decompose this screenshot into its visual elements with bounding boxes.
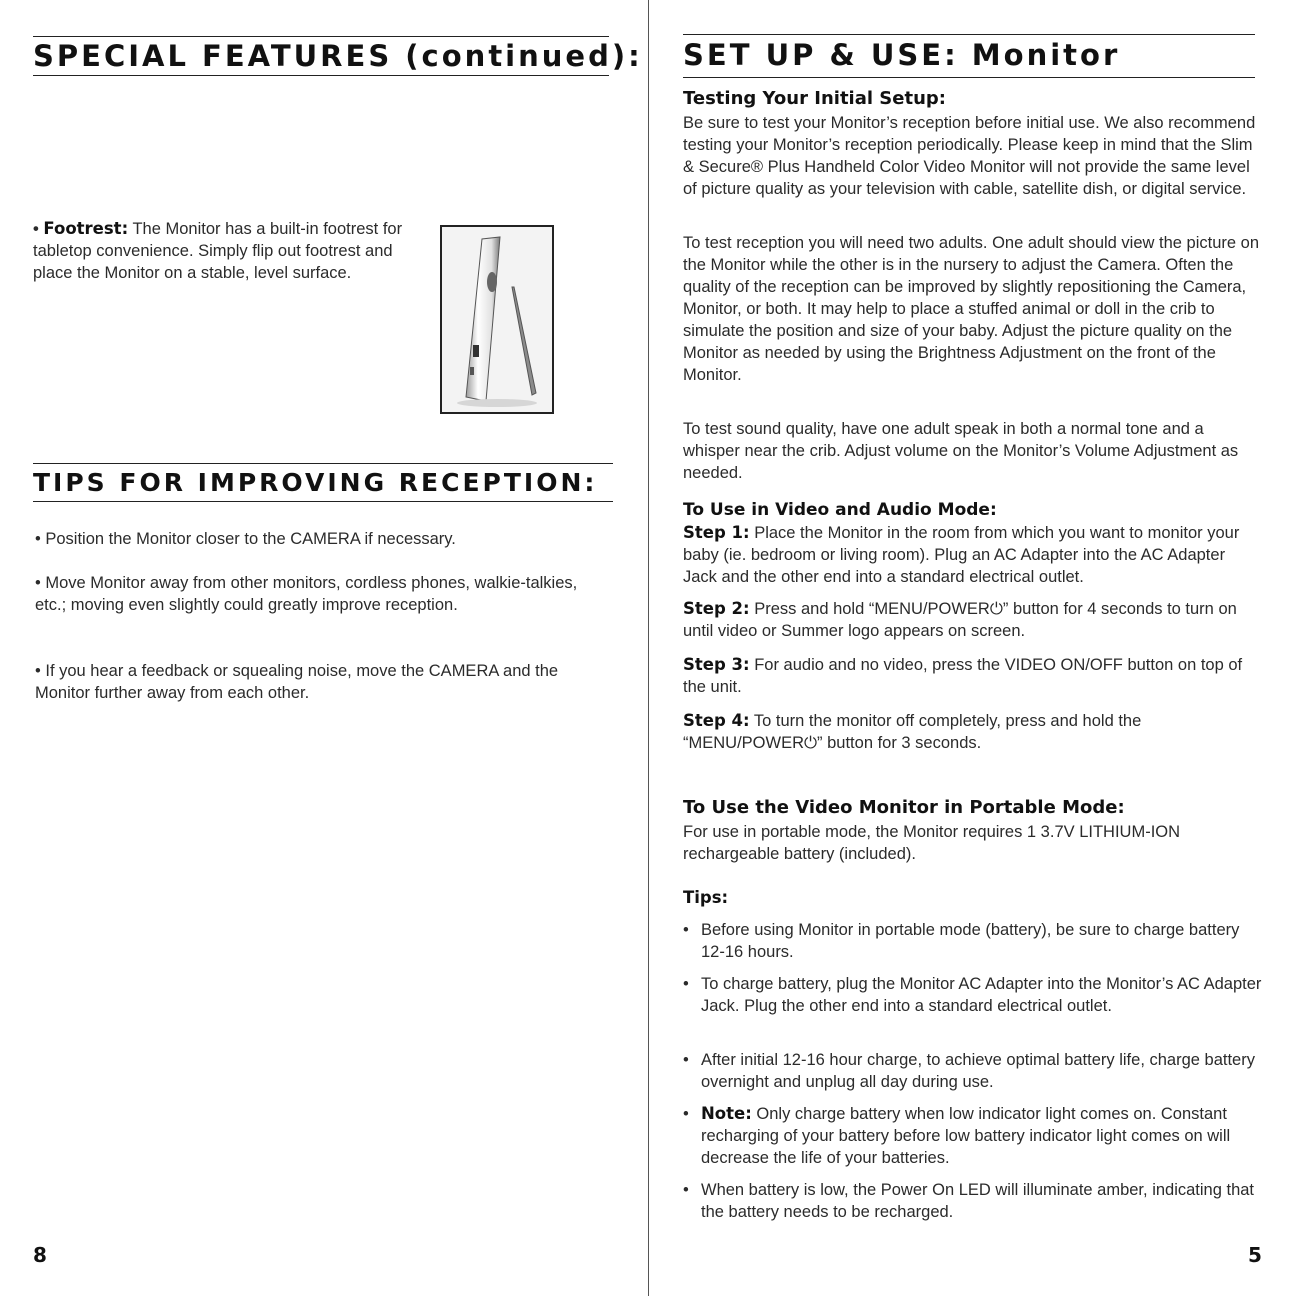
- special-features-heading: SPECIAL FEATURES (continued):: [33, 39, 609, 76]
- battery-tip-1: [683, 919, 1263, 963]
- tip-3: • If you hear a feedback or squealing noise, move the CAMERA and the Monitor further away from each other.: [35, 662, 559, 702]
- portable-heading: To Use the Video Monitor in Portable Mode:: [683, 797, 1125, 818]
- tips-reception-heading: TIPS FOR IMPROVING RECEPTION:: [33, 467, 613, 502]
- right-page: [650, 0, 1296, 1296]
- tip-1: • Position the Monitor closer to the CAMERA if necessary.: [35, 530, 456, 548]
- footrest-text: The Monitor has a built-in footrest for tabletop convenience. Simply flip out footrest and place the Monitor on a stable, level surface.: [33, 220, 403, 282]
- battery-tip-2: [683, 973, 1263, 1017]
- step-4-text: To turn the monitor off completely, press and hold the “MENU/POWER⏻” button for 3 seconds.: [683, 712, 1142, 752]
- tips-label: [683, 887, 728, 909]
- step-1-label: Step 1:: [683, 523, 750, 542]
- step-3: [683, 654, 1263, 698]
- bullet-dot: •: [683, 975, 689, 993]
- footrest-bullet: •: [33, 220, 39, 238]
- step-3-label: Step 3:: [683, 655, 750, 674]
- tips-heading-top-rule: [33, 463, 613, 464]
- monitor-footrest-figure: [440, 225, 554, 414]
- tip-text: When battery is low, the Power On LED will illuminate amber, indicating that the battery needs to be recharged.: [701, 1181, 1255, 1221]
- step-2-text: Press and hold “MENU/POWER⏻” button for 4 seconds to turn on until video or Summer logo appears on screen.: [683, 600, 1237, 640]
- step-2: [683, 598, 1263, 642]
- tip-text: To charge battery, plug the Monitor AC Adapter into the Monitor’s AC Adapter Jack. Plug the other end into a standard electrical outlet.: [701, 975, 1262, 1015]
- monitor-on-footrest-photo-icon: [442, 227, 552, 412]
- step-4: [683, 710, 1263, 754]
- heading-top-rule: [33, 36, 609, 37]
- testing-paragraph-1: Be sure to test your Monitor’s reception before initial use. We also recommend testing your Monitor’s reception periodically. Please keep in mind that the Slim & Secure® Plus Handheld Color Video Monitor will not provide the same level of picture quality as your television with cable, satellite dish, or digital service.: [683, 114, 1256, 198]
- battery-tip-5: [683, 1179, 1263, 1223]
- tip-text: After initial 12-16 hour charge, to achieve optimal battery life, charge battery overnight and unplug all day during use.: [701, 1051, 1255, 1091]
- testing-paragraph-2: To test reception you will need two adults. One adult should view the picture on the Monitor while the other is in the nursery to adjust the Camera. Often the quality of the reception can be improved by slightly repositioning the Camera, Monitor, or both. It may help to place a stuffed animal or doll in the crib to simulate the position and size of your baby. Adjust the picture quality on the Monitor as needed by using the Brightness Adjustment on the front of the Monitor.: [683, 234, 1260, 384]
- step-1-text: Place the Monitor in the room from which you want to monitor your baby (ie. bedroom or living room). Plug an AC Adapter into the AC Adapter Jack and the other end into a standard electrical outlet.: [683, 524, 1240, 586]
- setup-use-heading: SET UP & USE: Monitor: [683, 38, 1255, 78]
- footrest-feature: [33, 218, 428, 284]
- tips-label-text: Tips:: [683, 888, 729, 907]
- tip-text: Only charge battery when low indicator light comes on. Constant recharging of your battery before low battery indicator light comes on will decrease the life of your batteries.: [701, 1105, 1231, 1167]
- step-3-text: For audio and no video, press the VIDEO ON/OFF button on top of the unit.: [683, 656, 1243, 696]
- step-1: [683, 522, 1263, 588]
- setup-heading-top-rule: [683, 34, 1255, 35]
- battery-tip-4: [683, 1103, 1263, 1169]
- bullet-dot: •: [683, 1181, 689, 1199]
- page-divider: [648, 0, 649, 1296]
- tip-label: Note:: [701, 1104, 752, 1123]
- tip-text: Before using Monitor in portable mode (battery), be sure to charge battery 12-16 hours.: [701, 921, 1240, 961]
- step-4-label: Step 4:: [683, 711, 750, 730]
- step-2-label: Step 2:: [683, 599, 750, 618]
- page-number-left: 8: [33, 1243, 47, 1267]
- page-number-right: 5: [1248, 1243, 1262, 1267]
- video-audio-heading: To Use in Video and Audio Mode:: [683, 500, 997, 520]
- bullet-dot: •: [683, 1051, 689, 1069]
- footrest-label: Footrest:: [43, 219, 129, 238]
- tip-2: • Move Monitor away from other monitors, cordless phones, walkie-talkies, etc.; moving even slightly could greatly improve reception.: [35, 574, 578, 614]
- testing-heading: Testing Your Initial Setup:: [683, 88, 946, 109]
- battery-tip-3: [683, 1049, 1263, 1093]
- portable-text: For use in portable mode, the Monitor requires 1 3.7V LITHIUM-ION rechargeable battery (included).: [683, 823, 1181, 863]
- bullet-dot: •: [683, 921, 689, 939]
- testing-paragraph-3: To test sound quality, have one adult speak in both a normal tone and a whisper near the crib. Adjust volume on the Monitor’s Volume Adjustment as needed.: [683, 420, 1239, 482]
- bullet-dot: •: [683, 1105, 689, 1123]
